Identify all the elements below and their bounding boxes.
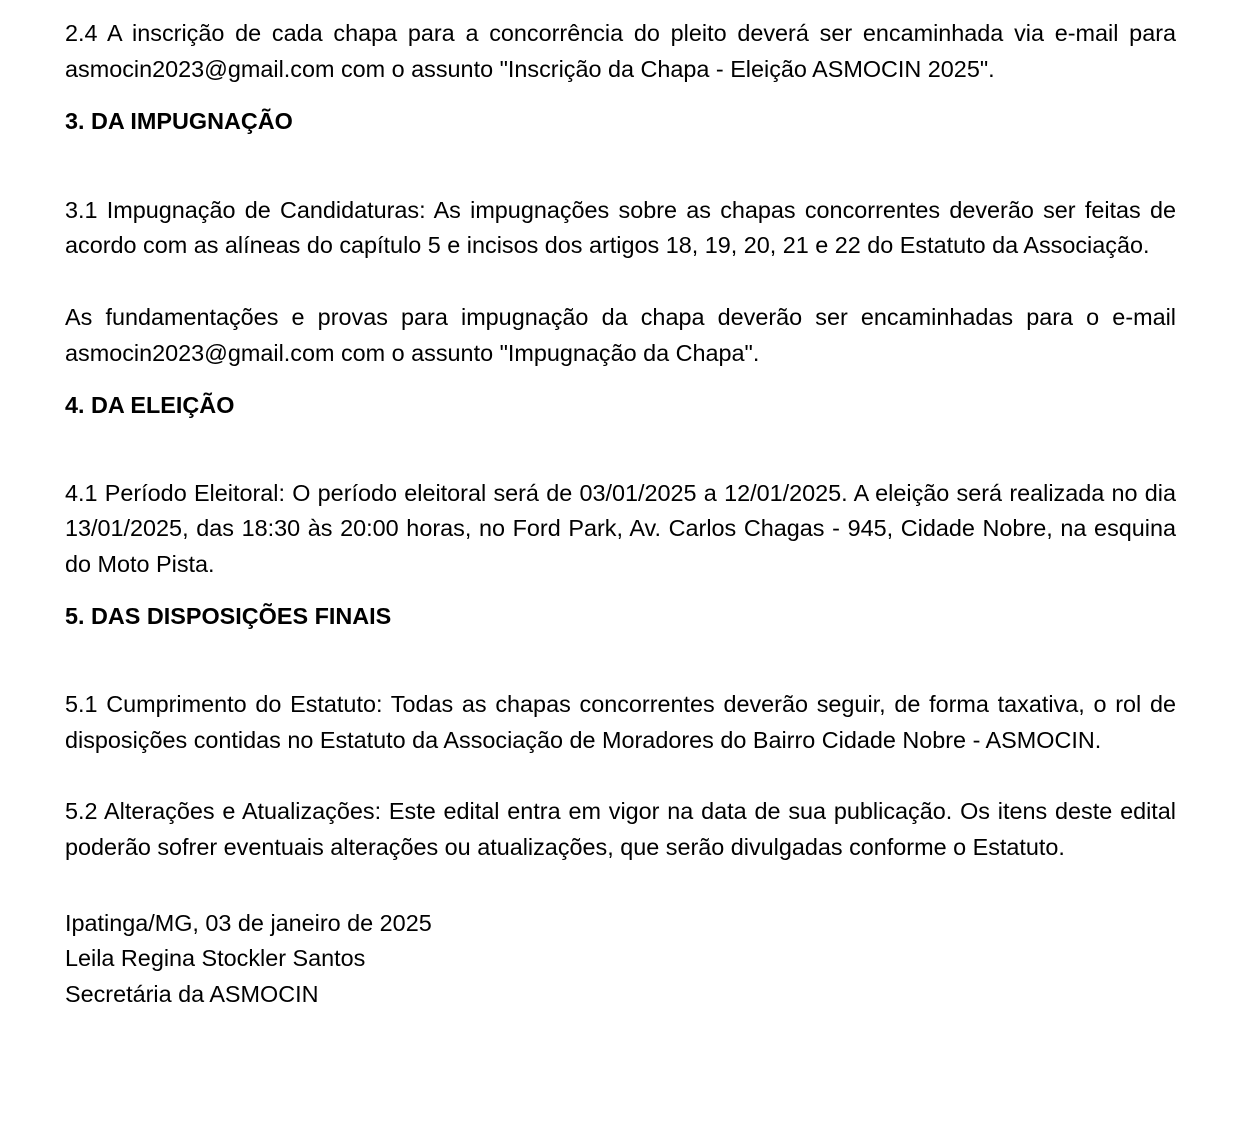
place-date: Ipatinga/MG, 03 de janeiro de 2025: [65, 909, 432, 936]
heading-impugnacao: 3. DA IMPUGNAÇÃO: [65, 108, 293, 135]
paragraph-3-1: 3.1 Impugnação de Candidaturas: As impugnações sobre as chapas concorrentes deverão ser feitas de acordo com as alíneas do capítulo 5 e incisos dos artigos 18, 19, 20, 21 e 22 do Estatuto da Associação.: [65, 196, 1176, 259]
paragraph-3-2: As fundamentações e provas para impugnação da chapa deverão ser encaminhadas para o e-mail asmocin2023@gmail.com com o assunto "Impugnação da Chapa".: [65, 303, 1176, 366]
paragraph-4-1: 4.1 Período Eleitoral: O período eleitoral será de 03/01/2025 a 12/01/2025. A eleição será realizada no dia 13/01/2025, das 18:30 às 20:00 horas, no Ford Park, Av. Carlos Chagas - 945, Cidade Nobre, na esquina do Moto Pista.: [65, 479, 1176, 577]
signatory-role: Secretária da ASMOCIN: [65, 980, 319, 1007]
signatory-name: Leila Regina Stockler Santos: [65, 945, 366, 972]
paragraph-5-2: 5.2 Alterações e Atualizações: Este edital entra em vigor na data de sua publicação. Os itens deste edital poderão sofrer eventuais alterações ou atualizações, que serão divulgadas conforme o Estatuto.: [65, 798, 1176, 860]
heading-eleicao: 4. DA ELEIÇÃO: [65, 392, 235, 419]
document-page: [65, 16, 1176, 1012]
heading-disposicoes-finais: 5. DAS DISPOSIÇÕES FINAIS: [65, 602, 392, 629]
paragraph-2-4: 2.4 A inscrição de cada chapa para a concorrência do pleito deverá ser encaminhada via e-mail para asmocin2023@gmail.com com o assunto "Inscrição da Chapa - Eleição ASMOCIN 2025".: [65, 20, 1176, 82]
signature-block: [65, 906, 1176, 1013]
paragraph-5-1: 5.1 Cumprimento do Estatuto: Todas as chapas concorrentes deverão seguir, de forma taxativa, o rol de disposições contidas no Estatuto da Associação de Moradores do Bairro Cidade Nobre - ASMOCIN.: [65, 691, 1176, 753]
